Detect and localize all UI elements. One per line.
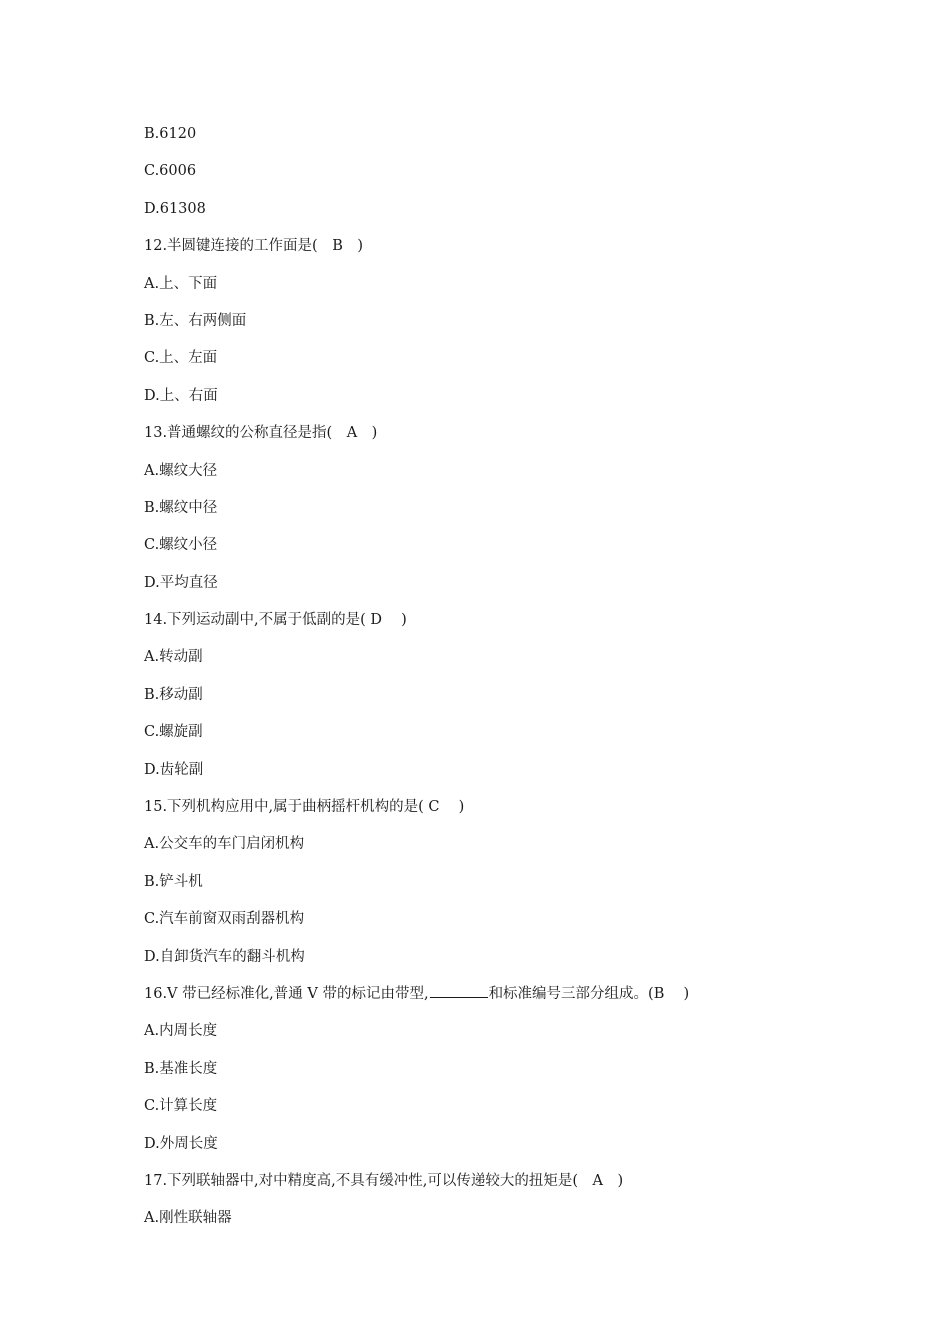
option-14a: A.转动副 xyxy=(144,649,203,666)
question-16-text-before: 16.V 带已经标准化,普通 V 带的标记由带型, xyxy=(144,985,429,1002)
option-15a: A.公交车的车门启闭机构 xyxy=(144,836,305,853)
option-13d: D.平均直径 xyxy=(144,574,218,591)
option-15d: D.自卸货汽车的翻斗机构 xyxy=(144,948,305,965)
option-16c: C.计算长度 xyxy=(144,1098,218,1115)
option-14b: B.移动副 xyxy=(144,686,203,703)
question-13: 13.普通螺纹的公称直径是指( A ) xyxy=(144,425,378,442)
option-12d: D.上、右面 xyxy=(144,387,218,404)
option-15b: B.铲斗机 xyxy=(144,873,203,890)
option-16b: B.基准长度 xyxy=(144,1060,218,1077)
question-12: 12.半圆键连接的工作面是( B ) xyxy=(144,238,364,255)
option-14c: C.螺旋副 xyxy=(144,724,203,741)
question-17: 17.下列联轴器中,对中精度高,不具有缓冲性,可以传递较大的扭矩是( A ) xyxy=(144,1172,624,1189)
fill-in-blank xyxy=(430,983,488,998)
question-14: 14.下列运动副中,不属于低副的是( D ) xyxy=(144,612,407,629)
option-13c: C.螺纹小径 xyxy=(144,537,218,554)
option-11d: D.61308 xyxy=(144,200,206,217)
option-16d: D.外周长度 xyxy=(144,1135,218,1152)
option-11c: C.6006 xyxy=(144,163,197,180)
option-12c: C.上、左面 xyxy=(144,350,218,367)
question-list xyxy=(144,123,844,1245)
question-16-text-after: 和标准编号三部分组成。(B ) xyxy=(488,985,690,1002)
question-16 xyxy=(144,983,844,1020)
option-11b: B.6120 xyxy=(144,126,197,142)
option-17a: A.刚性联轴器 xyxy=(144,1210,232,1227)
option-14d: D.齿轮副 xyxy=(144,761,204,778)
option-16a: A.内周长度 xyxy=(144,1023,218,1040)
option-15c: C.汽车前窗双雨刮器机构 xyxy=(144,911,305,928)
question-15: 15.下列机构应用中,属于曲柄摇杆机构的是( C ) xyxy=(144,799,465,816)
option-13b: B.螺纹中径 xyxy=(144,499,218,516)
option-12b: B.左、右两侧面 xyxy=(144,312,247,329)
option-12a: A.上、下面 xyxy=(144,275,218,292)
option-13a: A.螺纹大径 xyxy=(144,462,218,479)
